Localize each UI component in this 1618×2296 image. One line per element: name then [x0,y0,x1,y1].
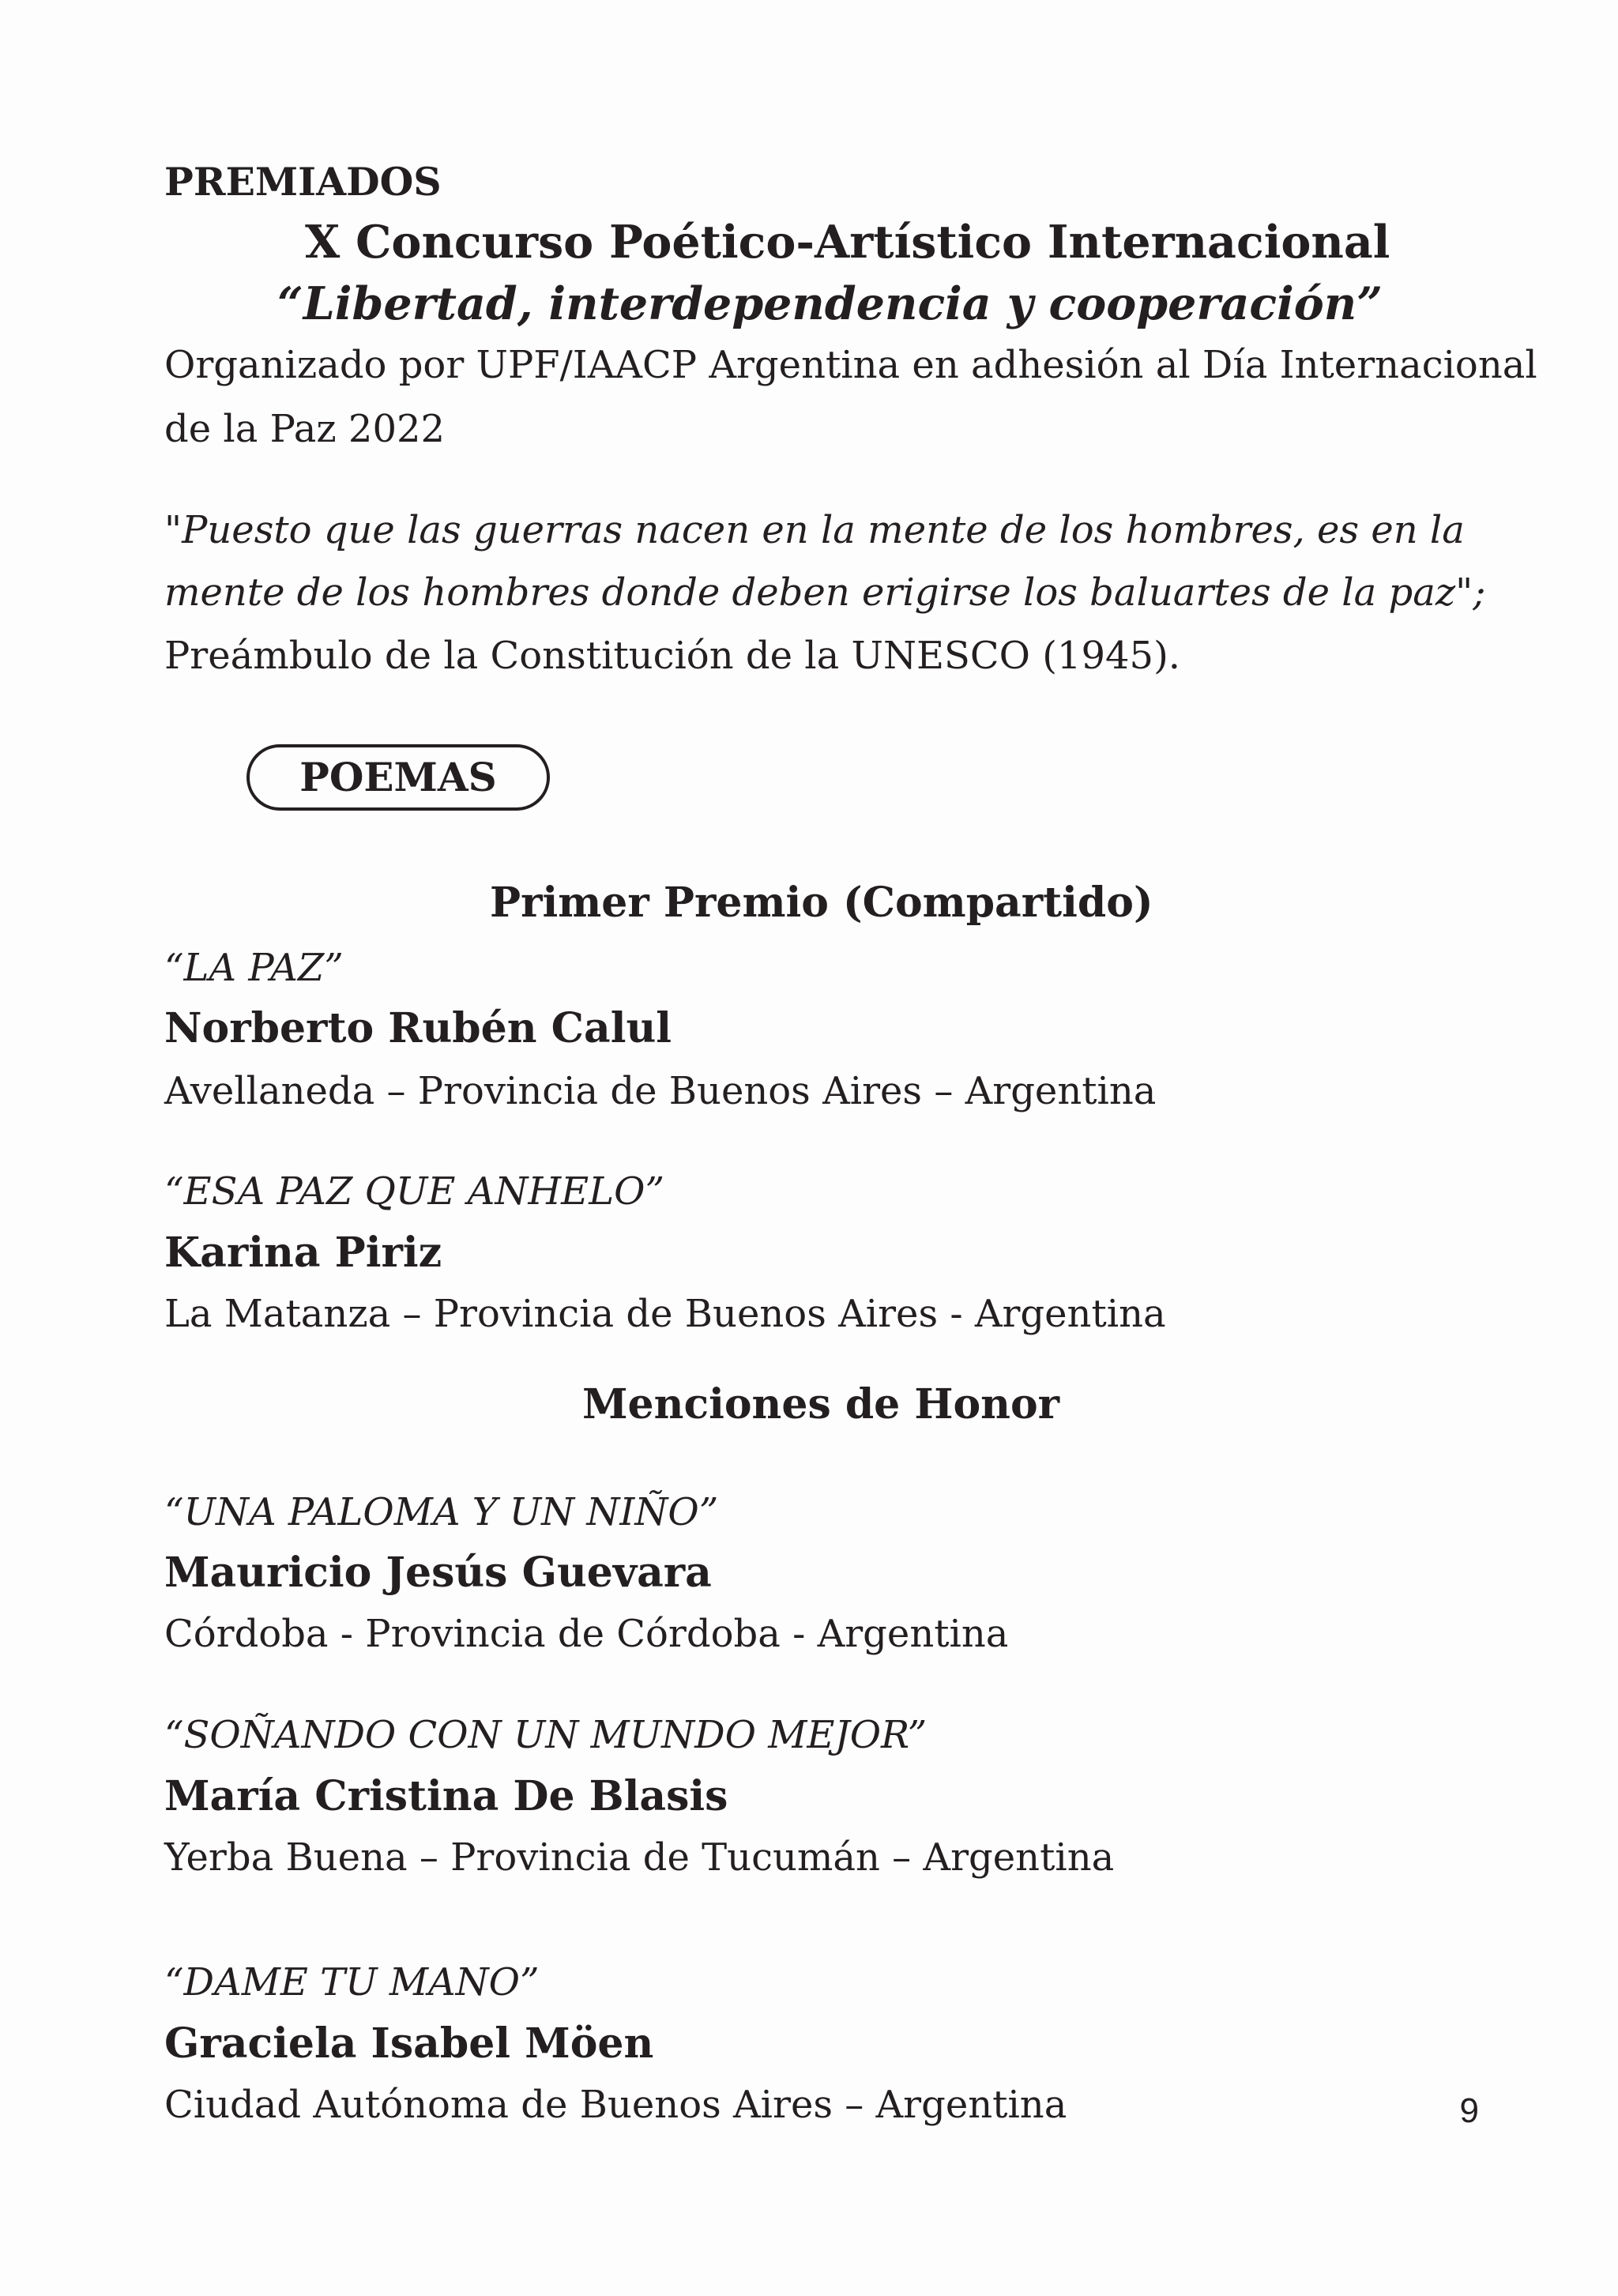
author-name: Mauricio Jesús Guevara [164,1549,712,1597]
author-location: La Matanza – Provincia de Buenos Aires - Argentina [164,1292,1166,1336]
category-badge-label: POEMAS [299,754,497,800]
epigraph-source: Preámbulo de la Constitución de la UNESCO (1945). [164,634,1181,678]
section-label: PREMIADOS [164,159,442,205]
page-subtitle: “Libertad, interdependencia y cooperación” [277,277,1383,330]
author-location: Ciudad Autónoma de Buenos Aires – Argentina [164,2083,1067,2127]
author-location: Córdoba - Provincia de Córdoba - Argentina [164,1612,1009,1656]
poem-title: “SOÑANDO CON UN MUNDO MEJOR” [164,1713,928,1757]
honorable-mentions-heading: Menciones de Honor [582,1380,1060,1428]
category-badge [246,744,550,811]
author-location: Yerba Buena – Provincia de Tucumán – Argentina [164,1835,1115,1880]
author-name: Karina Piriz [164,1229,442,1277]
organizer-line-1: Organizado por UPF/IAACP Argentina en adhesión al Día Internacional [164,343,1537,387]
poem-title: “ESA PAZ QUE ANHELO” [164,1169,664,1214]
author-name: María Cristina De Blasis [164,1772,728,1820]
first-prize-heading: Primer Premio (Compartido) [490,879,1153,927]
poem-title: “LA PAZ” [164,946,344,990]
author-name: Norberto Rubén Calul [164,1004,672,1052]
poem-title: “DAME TU MANO” [164,1960,540,2004]
page-number: 9 [1459,2091,1479,2130]
author-name: Graciela Isabel Möen [164,2019,654,2068]
page-title: X Concurso Poético-Artístico Internacional [305,216,1390,269]
epigraph-line-2: mente de los hombres donde deben erigirse los baluartes de la paz"; [164,570,1486,615]
epigraph-line-1: "Puesto que las guerras nacen en la mente de los hombres, es en la [164,508,1465,552]
author-location: Avellaneda – Provincia de Buenos Aires – Argentina [164,1069,1157,1113]
organizer-line-2: de la Paz 2022 [164,407,446,451]
poem-title: “UNA PALOMA Y UN NIÑO” [164,1490,719,1534]
